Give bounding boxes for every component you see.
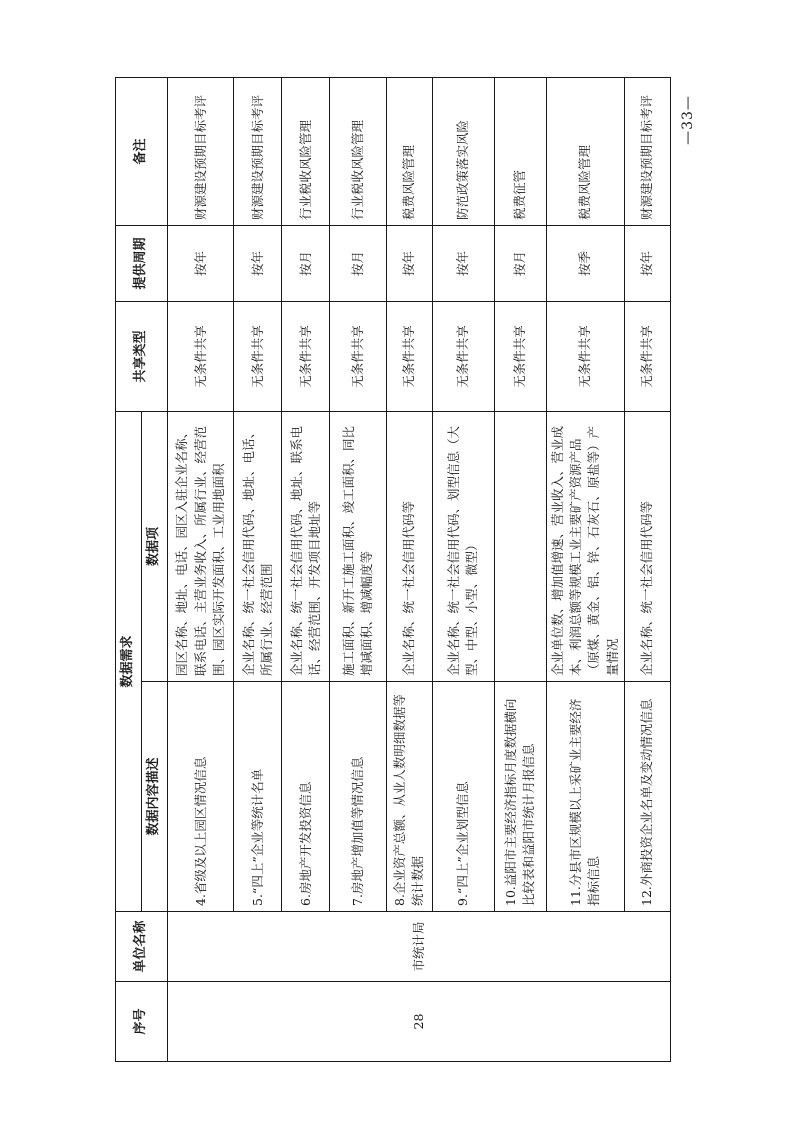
row-period: 按年 [432, 225, 494, 301]
group-seq: 28 [168, 982, 671, 1062]
row-period: 按月 [282, 225, 330, 301]
row-remark: 财源建设预期目标考评 [624, 77, 670, 225]
row-remark: 税费征管 [494, 77, 546, 225]
row-items: 企业名称、统一社会信用代码、地址、联系电话、经营范围、开发项目地址等 [282, 411, 330, 681]
header-data-items: 数据项 [142, 411, 168, 681]
row-share: 无条件共享 [432, 301, 494, 411]
row-desc: 9.“四上”企业划型信息 [432, 682, 494, 912]
row-items: 企业名称、统一社会信用代码、划型信息（大型、中型、小型、微型） [432, 411, 494, 681]
row-share: 无条件共享 [168, 301, 234, 411]
row-desc: 12.外商投资企业名单及变动情况信息 [624, 682, 670, 912]
data-demand-table [115, 77, 671, 1062]
row-share: 无条件共享 [282, 301, 330, 411]
row-desc: 8.企业资产总额、从业人数明细数据等统计数据 [386, 682, 432, 912]
header-remark: 备注 [116, 77, 168, 225]
row-desc: 6.房地产开发投资信息 [282, 682, 330, 912]
row-share: 无条件共享 [386, 301, 432, 411]
row-period: 按年 [168, 225, 234, 301]
row-share: 无条件共享 [234, 301, 282, 411]
row-items: 企业单位数、增加值增速、营业收入、营业成本、利润总额等规模工业主要矿产资源产品（原煤、黄金、铝、锌、石灰石、原盐等）产量情况 [547, 411, 625, 681]
row-remark: 税费风险管理 [386, 77, 432, 225]
header-unit: 单位名称 [116, 912, 168, 982]
row-period: 按年 [234, 225, 282, 301]
row-share: 无条件共享 [624, 301, 670, 411]
table-row [168, 77, 234, 1061]
row-share: 无条件共享 [330, 301, 386, 411]
row-items [494, 411, 546, 681]
row-items: 企业名称、统一社会信用代码、地址、电话、所属行业、经营范围 [234, 411, 282, 681]
row-remark: 行业税收风险管理 [330, 77, 386, 225]
row-desc: 5.“四上”企业等统计名单 [234, 682, 282, 912]
row-share: 无条件共享 [494, 301, 546, 411]
row-share: 无条件共享 [547, 301, 625, 411]
row-period: 按季 [547, 225, 625, 301]
header-seq: 序号 [116, 982, 168, 1062]
row-items: 企业名称、统一社会信用代码等 [386, 411, 432, 681]
row-period: 按月 [494, 225, 546, 301]
page-number: —33— [680, 95, 696, 145]
header-data-demand: 数据需求 [116, 411, 142, 911]
row-desc: 11.分县市区规模以上采矿业主要经济指标信息 [547, 682, 625, 912]
row-remark: 财源建设预期目标考评 [168, 77, 234, 225]
row-period: 按年 [624, 225, 670, 301]
group-unit: 市统计局 [168, 912, 671, 982]
row-remark: 行业税收风险管理 [282, 77, 330, 225]
row-items: 施工面积、新开工施工面积、竣工面积、同比增减面积、增减幅度等 [330, 411, 386, 681]
row-desc: 4.省级及以上园区情况信息 [168, 682, 234, 912]
row-items: 园区名称、地址、电话、园区入驻企业名称、联系电话、主营业务收入、所属行业、经营范围、园区实际开发面积、工业用地面积 [168, 411, 234, 681]
row-desc: 7.房地产增加值等情况信息 [330, 682, 386, 912]
header-share-type: 共享类型 [116, 301, 168, 411]
data-table-sheet [115, 78, 671, 1062]
row-period: 按年 [386, 225, 432, 301]
row-desc: 10.益阳市主要经济指标月度数据横向比较表和益阳市统计月报信息 [494, 682, 546, 912]
header-period: 提供周期 [116, 225, 168, 301]
row-remark: 防范政策落实风险 [432, 77, 494, 225]
row-remark: 财源建设预期目标考评 [234, 77, 282, 225]
row-period: 按月 [330, 225, 386, 301]
row-items: 企业名称、统一社会信用代码等 [624, 411, 670, 681]
header-content-desc: 数据内容描述 [142, 682, 168, 912]
row-remark: 税费风险管理 [547, 77, 625, 225]
